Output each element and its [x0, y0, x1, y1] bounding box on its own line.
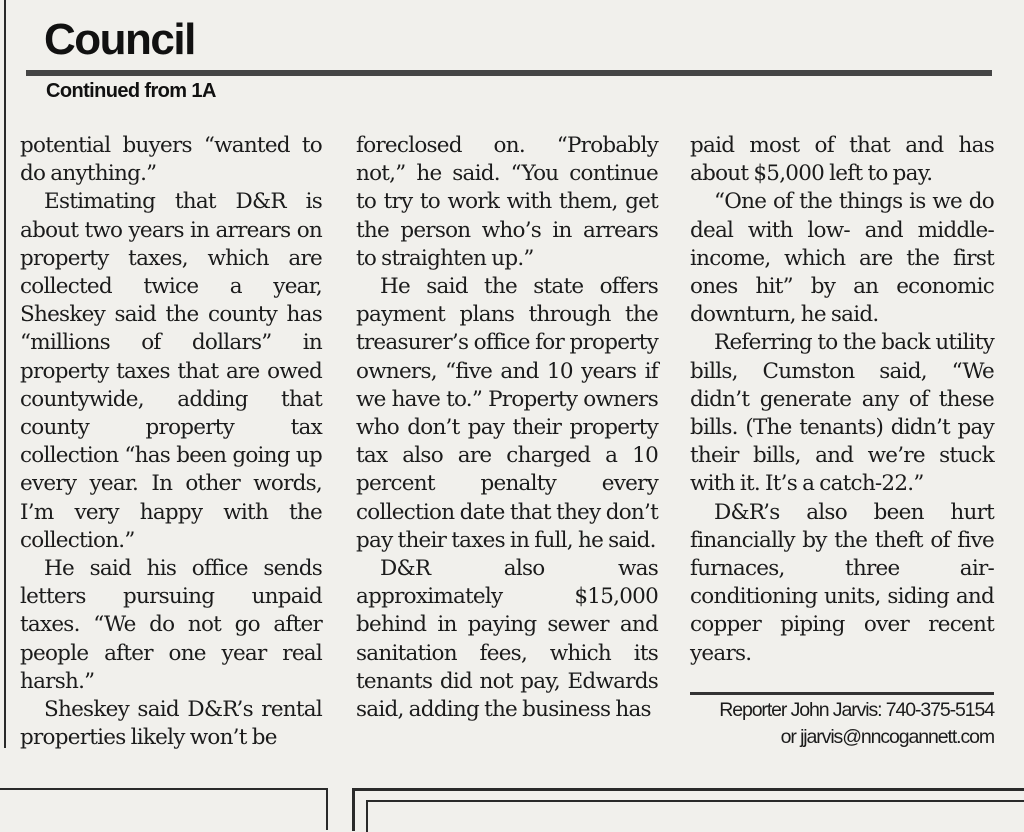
article-column-3: [690, 132, 994, 668]
reporter-email: or jjarvis@nncogannett.com: [780, 726, 994, 748]
paragraph: He said his office sends letters pursuing unpaid taxes. “We do not go after people after one year real harsh.”: [20, 556, 322, 694]
headline: Council: [44, 15, 195, 64]
paragraph: Estimating that D&R is about two years in arrears on property taxes, which are collected twice a year, Sheskey said the county has “millions of dollars” in property taxes that are owed countywide, adding that county property tax collection “has been going up every year. In other words, I’m very happy with the collection.”: [20, 189, 322, 553]
jump-line: Continued from 1A: [46, 80, 216, 102]
headline-rule: [26, 70, 992, 76]
paragraph: Sheskey said D&R’s rental properties likely won’t be: [20, 697, 322, 751]
signature-rule: [690, 692, 994, 695]
paragraph: paid most of that and has about $5,000 left to pay.: [690, 133, 994, 187]
paragraph: Referring to the back utility bills, Cumston said, “We didn’t generate any of these bills. (The tenants) didn’t pay their bills, and we’re stuck with it. It’s a catch-22.”: [690, 330, 994, 497]
adjacent-box-right-inner: [366, 800, 1024, 832]
adjacent-box-left: [0, 788, 328, 830]
left-column-rule: [4, 0, 6, 748]
reporter-contact: Reporter John Jarvis: 740-375-5154: [719, 699, 994, 721]
paragraph: potential buyers “wanted to do anything.”: [20, 133, 322, 187]
paragraph: He said the state offers payment plans through the treasurer’s office for property owners, “five and 10 years if we have to.” Property owners who don’t pay their property tax also are charged a 10 percent penalty every collection date that they don’t pay their taxes in full, he said.: [356, 274, 658, 553]
paragraph: foreclosed on. “Probably not,” he said. “You continue to try to work with them, get the person who’s in arrears to straighten up.”: [356, 133, 658, 271]
paragraph: “One of the things is we do deal with low- and middle-income, which are the first ones hit” by an economic downturn, he said.: [690, 189, 994, 328]
article-column-1: [20, 132, 322, 752]
article-column-2: [356, 132, 658, 724]
paragraph: D&R also was approximately $15,000 behind in paying sewer and sanitation fees, which its tenants did not pay, Edwards said, adding the business has: [356, 556, 658, 723]
paragraph: D&R’s also been hurt financially by the theft of five furnaces, three air-conditioning units, siding and copper piping over recent years.: [690, 499, 994, 666]
